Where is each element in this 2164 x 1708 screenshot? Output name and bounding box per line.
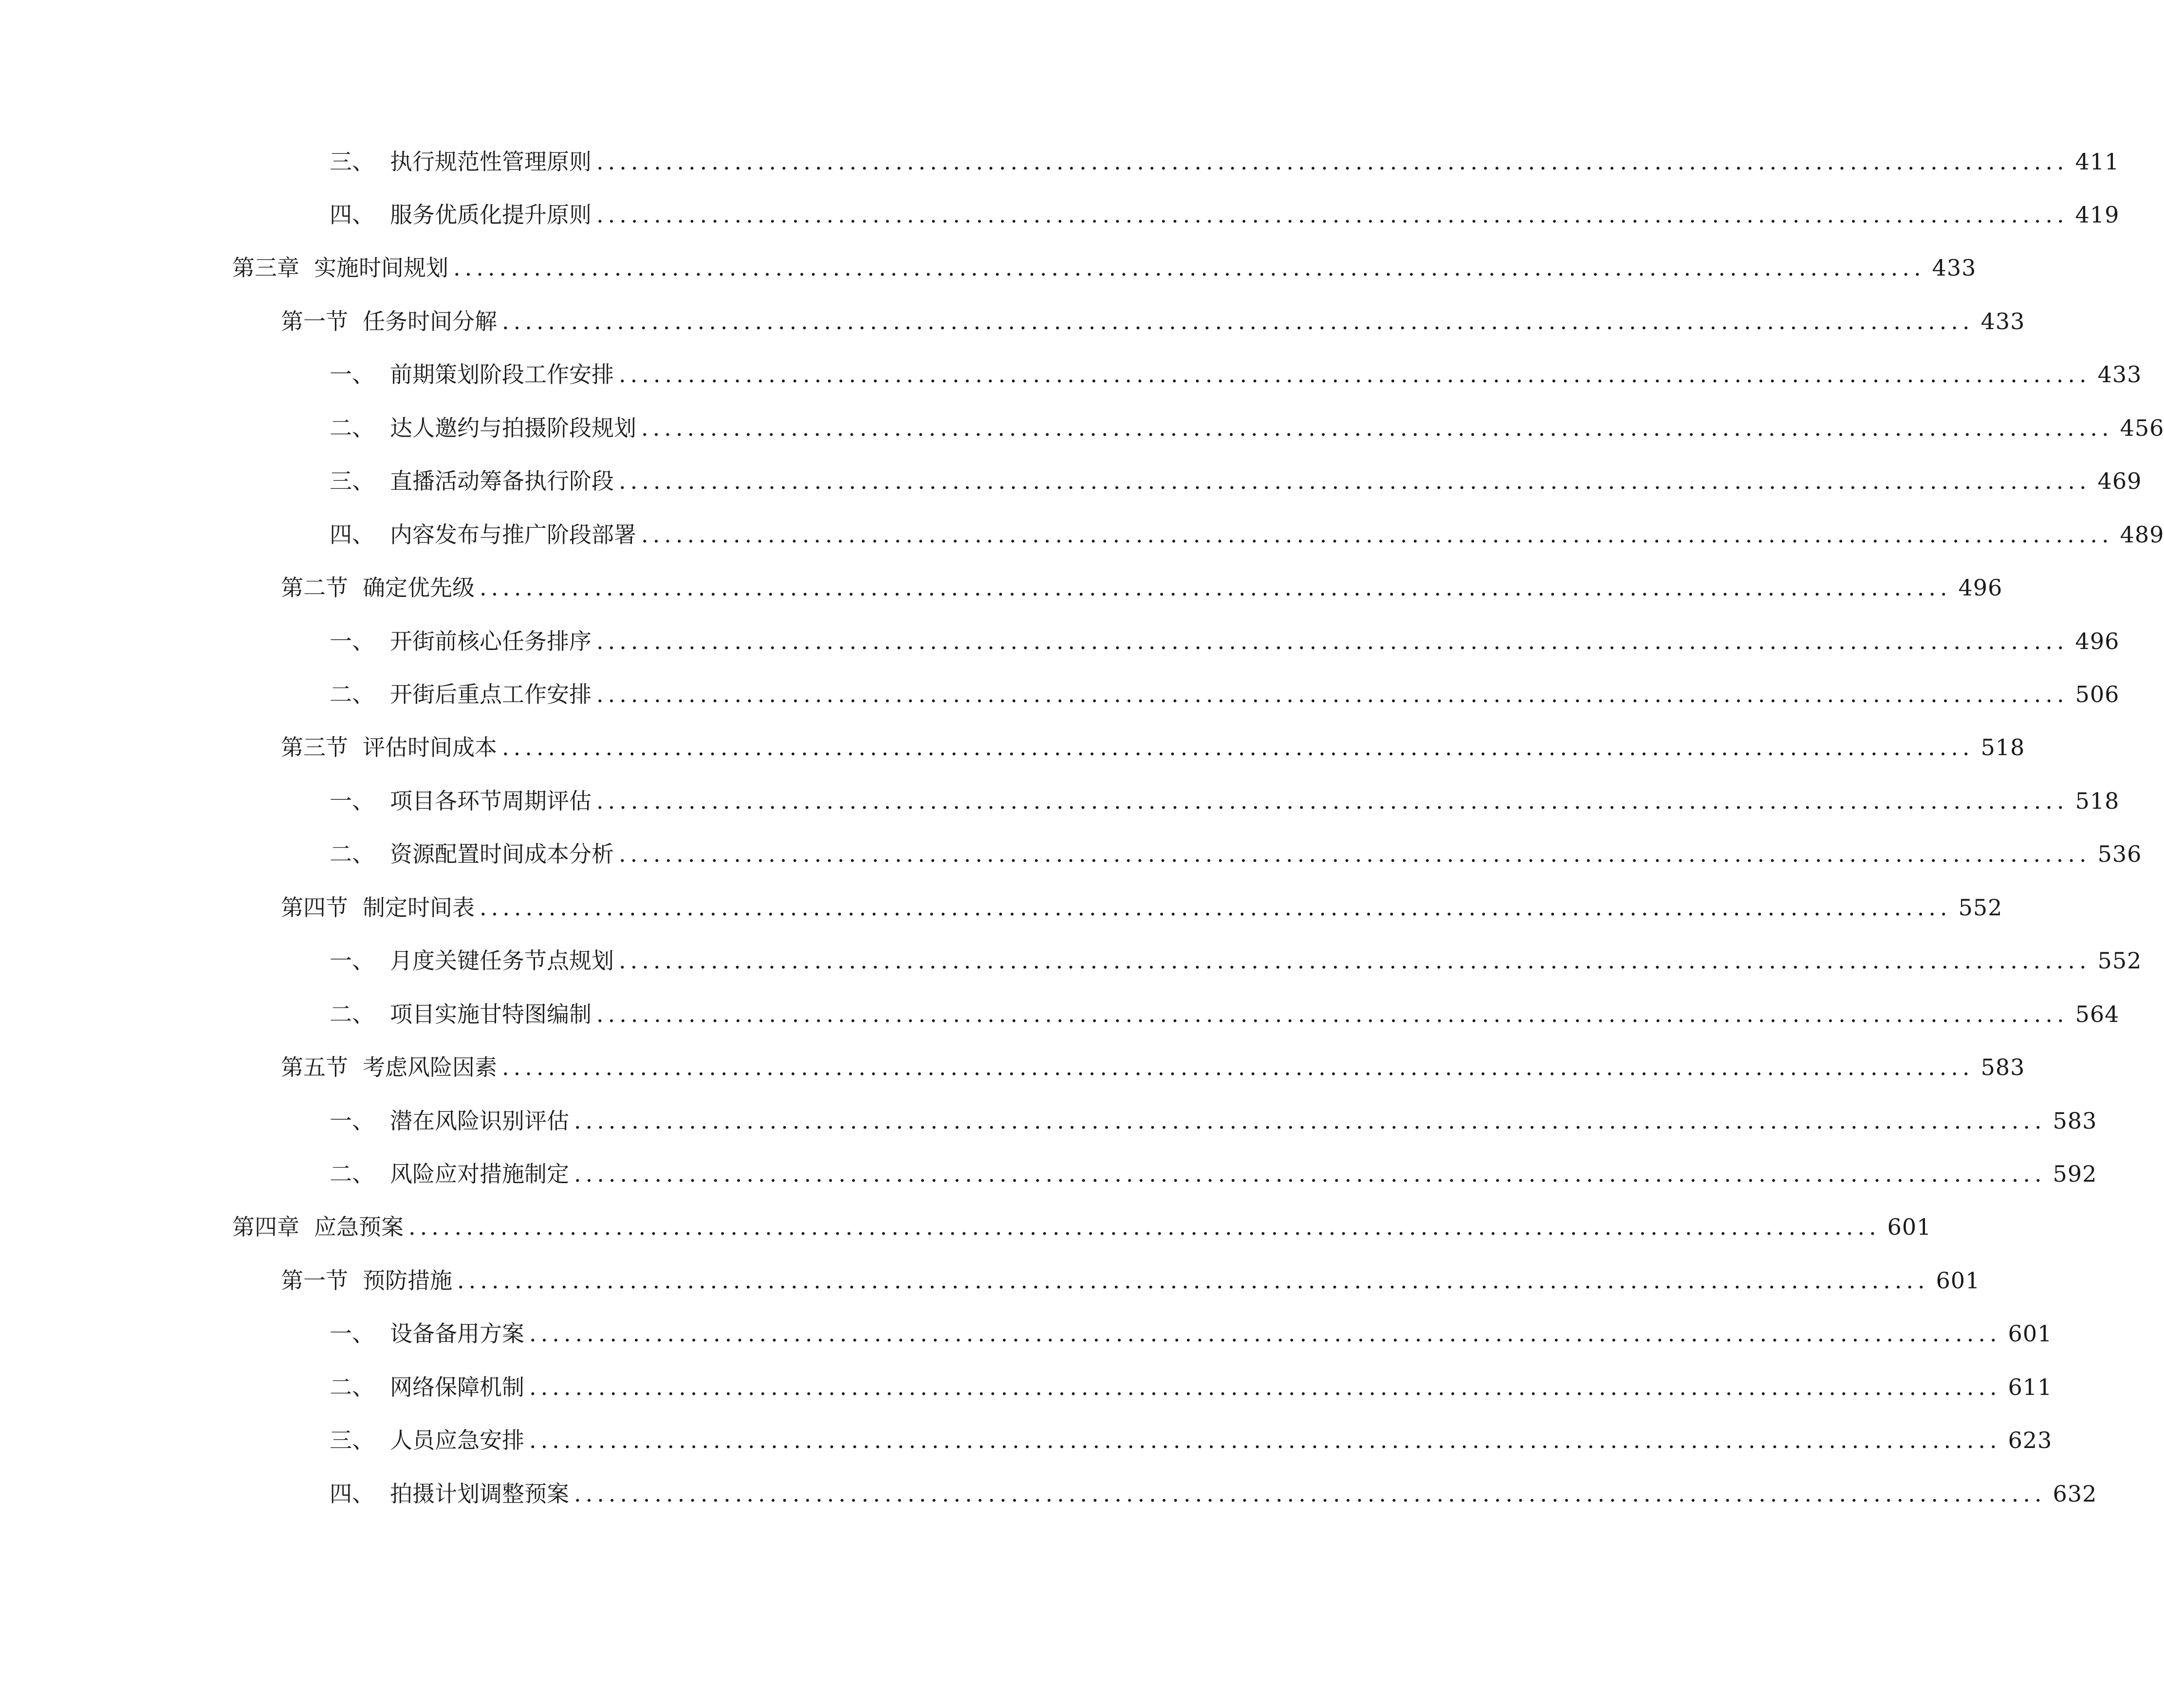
toc-entry-page: 564 — [2075, 1001, 2120, 1027]
toc-entry-page: 469 — [2097, 468, 2142, 494]
toc-entry-number: 第二节 — [281, 575, 348, 601]
toc-section-entry[interactable] — [281, 1048, 2025, 1087]
toc-entry-number: 二、 — [330, 1374, 374, 1400]
toc-entry[interactable] — [330, 408, 2164, 447]
toc-entry[interactable] — [330, 1421, 2053, 1460]
toc-entry-title: 开街前核心任务排序 — [390, 628, 592, 654]
toc-entry-number: 第四章 — [232, 1214, 299, 1240]
toc-entry[interactable] — [330, 1368, 2053, 1407]
toc-entry-page: 536 — [2097, 841, 2142, 867]
toc-section-entry[interactable] — [281, 1261, 1980, 1300]
toc-entry-page: 611 — [2008, 1374, 2053, 1400]
toc-entry-title: 应急预案 — [314, 1214, 404, 1240]
toc-entry-title: 网络保障机制 — [390, 1374, 524, 1400]
toc-entry-page: 623 — [2008, 1427, 2053, 1453]
toc-entry-number: 一、 — [330, 628, 374, 654]
toc-dot-leader: ................................................................................................................................ — [596, 149, 2069, 175]
toc-entry-title: 设备备用方案 — [390, 1320, 524, 1347]
toc-entry-title: 确定优先级 — [363, 575, 475, 601]
toc-entry-page: 419 — [2075, 202, 2120, 228]
toc-entry-number: 三、 — [330, 1427, 374, 1453]
toc-dot-leader: ................................................................................................................................ — [502, 308, 1974, 334]
toc-entry-number: 第五节 — [281, 1054, 348, 1080]
toc-entry-number: 二、 — [330, 415, 374, 441]
toc-entry[interactable] — [330, 1314, 2053, 1353]
toc-dot-leader: ................................................................................................................................ — [529, 1320, 2001, 1347]
toc-dot-leader: ................................................................................................................................ — [408, 1214, 1881, 1240]
toc-entry-page: 601 — [2008, 1320, 2053, 1347]
toc-entry-title: 内容发布与推广阶段部署 — [390, 521, 636, 548]
toc-dot-leader: ................................................................................................................................ — [574, 1108, 2046, 1134]
toc-dot-leader: ................................................................................................................................ — [529, 1427, 2001, 1453]
toc-entry-page: 496 — [2075, 628, 2120, 654]
toc-dot-leader: ................................................................................................................................ — [453, 255, 1925, 281]
toc-chapter-entry[interactable] — [232, 248, 1977, 287]
toc-dot-leader: ................................................................................................................................ — [457, 1267, 1929, 1294]
toc-entry-title: 服务优质化提升原则 — [390, 202, 592, 228]
toc-dot-leader: ................................................................................................................................ — [596, 628, 2069, 654]
toc-dot-leader: ................................................................................................................................ — [480, 575, 1952, 601]
toc-dot-leader: ................................................................................................................................ — [619, 468, 2091, 494]
toc-section-entry[interactable] — [281, 568, 2003, 607]
toc-entry-page: 496 — [1958, 575, 2003, 601]
toc-entry-title: 评估时间成本 — [363, 734, 497, 761]
toc-entry-number: 第一节 — [281, 1267, 348, 1294]
toc-dot-leader: ................................................................................................................................ — [619, 947, 2091, 974]
toc-entry-title: 实施时间规划 — [314, 255, 448, 281]
toc-entry-number: 三、 — [330, 149, 374, 175]
toc-entry-title: 执行规范性管理原则 — [390, 149, 592, 175]
toc-entry-number: 二、 — [330, 1001, 374, 1027]
toc-entry-number: 二、 — [330, 681, 374, 707]
toc-dot-leader: ................................................................................................................................ — [529, 1374, 2001, 1400]
toc-entry[interactable] — [330, 675, 2120, 714]
toc-entry-title: 制定时间表 — [363, 894, 475, 921]
toc-dot-leader: ................................................................................................................................ — [574, 1161, 2046, 1187]
toc-entry-page: 433 — [1932, 255, 1977, 281]
toc-section-entry[interactable] — [281, 888, 2003, 927]
toc-entry-page: 456 — [2120, 415, 2164, 441]
toc-entry-page: 583 — [1980, 1054, 2025, 1080]
toc-entry-number: 二、 — [330, 1161, 374, 1187]
toc-entry-page: 592 — [2053, 1161, 2097, 1187]
toc-entry[interactable] — [330, 1474, 2097, 1513]
toc-entry-page: 552 — [2097, 947, 2142, 974]
toc-entry[interactable] — [330, 355, 2142, 394]
toc-dot-leader: ................................................................................................................................ — [596, 202, 2069, 228]
toc-entry-number: 第四节 — [281, 894, 348, 921]
toc-entry-number: 三、 — [330, 468, 374, 494]
toc-entry-page: 489 — [2120, 521, 2164, 548]
toc-entry-page: 506 — [2075, 681, 2120, 707]
toc-dot-leader: ................................................................................................................................ — [641, 415, 2113, 441]
toc-entry-number: 一、 — [330, 1108, 374, 1134]
toc-entry-title: 项目各环节周期评估 — [390, 788, 592, 814]
toc-entry-number: 四、 — [330, 1481, 374, 1507]
toc-entry-page: 411 — [2075, 149, 2120, 175]
toc-entry[interactable] — [330, 195, 2120, 234]
toc-entry-title: 人员应急安排 — [390, 1427, 524, 1453]
toc-entry[interactable] — [330, 1101, 2097, 1140]
toc-entry-page: 552 — [1958, 894, 2003, 921]
toc-entry-page: 433 — [2097, 361, 2142, 388]
toc-dot-leader: ................................................................................................................................ — [596, 1001, 2069, 1027]
toc-entry-title: 拍摄计划调整预案 — [390, 1481, 569, 1507]
toc-entry[interactable] — [330, 835, 2142, 873]
toc-entry-title: 预防措施 — [363, 1267, 452, 1294]
toc-entry-number: 一、 — [330, 788, 374, 814]
toc-entry-number: 第一节 — [281, 308, 348, 334]
toc-entry-page: 518 — [2075, 788, 2120, 814]
toc-chapter-entry[interactable] — [232, 1207, 1932, 1246]
toc-entry-number: 四、 — [330, 202, 374, 228]
toc-entry[interactable] — [330, 622, 2120, 661]
toc-entry-page: 433 — [1980, 308, 2025, 334]
toc-entry-number: 二、 — [330, 841, 374, 867]
toc-entry-number: 四、 — [330, 521, 374, 548]
toc-dot-leader: ................................................................................................................................ — [502, 734, 1974, 761]
toc-entry[interactable] — [330, 941, 2142, 980]
toc-entry-page: 518 — [1980, 734, 2025, 761]
toc-entry[interactable] — [330, 1154, 2097, 1193]
toc-dot-leader: ................................................................................................................................ — [480, 894, 1952, 921]
toc-entry-page: 601 — [1887, 1214, 1932, 1240]
toc-entry-title: 潜在风险识别评估 — [390, 1108, 569, 1134]
toc-entry-title: 开街后重点工作安排 — [390, 681, 592, 707]
toc-entry-title: 直播活动筹备执行阶段 — [390, 468, 614, 494]
toc-entry-number: 第三节 — [281, 734, 348, 761]
toc-entry-title: 风险应对措施制定 — [390, 1161, 569, 1187]
toc-entry-page: 601 — [1936, 1267, 1980, 1294]
toc-entry-title: 资源配置时间成本分析 — [390, 841, 614, 867]
toc-entry-title: 任务时间分解 — [363, 308, 497, 334]
toc-entry[interactable] — [330, 515, 2164, 554]
toc-dot-leader: ................................................................................................................................ — [574, 1481, 2046, 1507]
toc-entry-title: 考虑风险因素 — [363, 1054, 497, 1080]
toc-entry[interactable] — [330, 781, 2120, 820]
toc-entry-number: 第三章 — [232, 255, 299, 281]
toc-entry[interactable] — [330, 142, 2120, 181]
toc-entry-title: 月度关键任务节点规划 — [390, 947, 614, 974]
toc-entry-number: 一、 — [330, 947, 374, 974]
toc-entry[interactable] — [330, 995, 2120, 1034]
toc-entry-title: 项目实施甘特图编制 — [390, 1001, 592, 1027]
toc-dot-leader: ................................................................................................................................ — [596, 788, 2069, 814]
toc-entry[interactable] — [330, 462, 2142, 501]
toc-section-entry[interactable] — [281, 302, 2025, 341]
toc-dot-leader: ................................................................................................................................ — [619, 841, 2091, 867]
toc-entry-title: 达人邀约与拍摄阶段规划 — [390, 415, 636, 441]
toc-dot-leader: ................................................................................................................................ — [641, 521, 2113, 548]
toc-dot-leader: ................................................................................................................................ — [619, 361, 2091, 388]
toc-dot-leader: ................................................................................................................................ — [502, 1054, 1974, 1080]
toc-entry-title: 前期策划阶段工作安排 — [390, 361, 614, 388]
toc-entry-page: 583 — [2053, 1108, 2097, 1134]
toc-entry-number: 一、 — [330, 361, 374, 388]
toc-section-entry[interactable] — [281, 728, 2025, 767]
toc-dot-leader: ................................................................................................................................ — [596, 681, 2069, 707]
toc-entry-number: 一、 — [330, 1320, 374, 1347]
toc-entry-page: 632 — [2053, 1481, 2097, 1507]
